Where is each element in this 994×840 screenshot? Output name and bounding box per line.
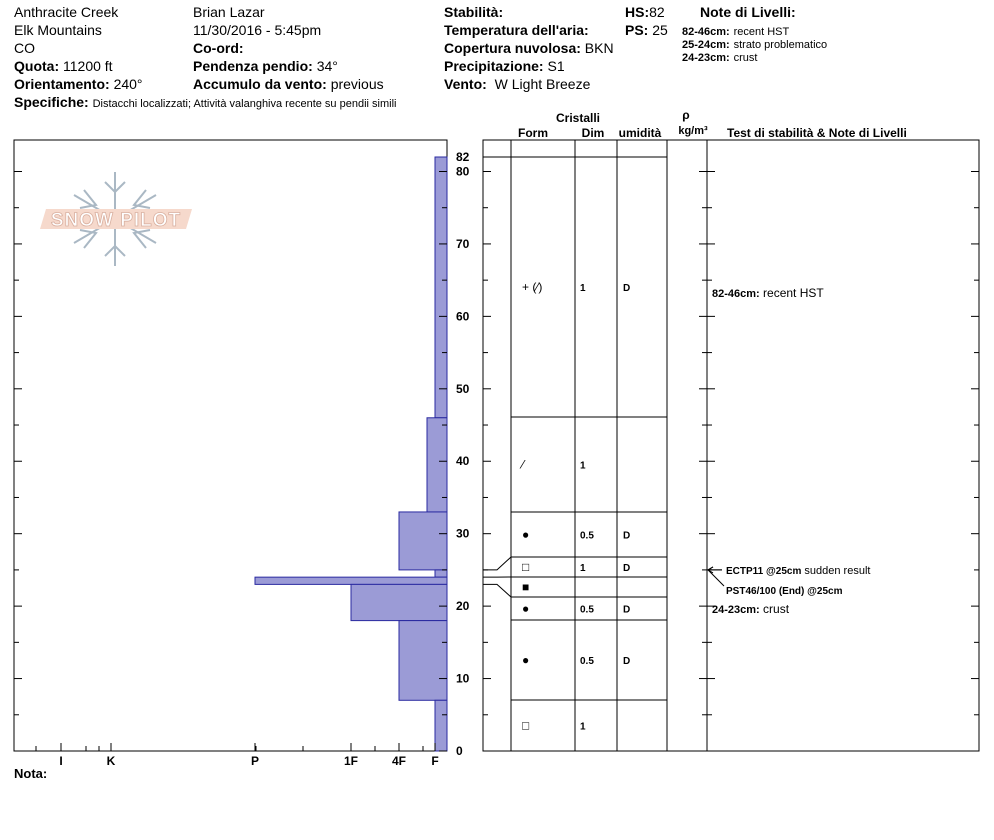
wind-value: W Light Breeze: [494, 76, 591, 92]
plot-layer-note: 82-46cm: recent HST: [712, 286, 824, 300]
layer-note-text: strato problematico: [733, 39, 828, 51]
hardness-tick-label: F: [431, 754, 439, 768]
hardness-tick-label: P: [250, 754, 260, 768]
layer-form: □: [522, 718, 530, 733]
test-arrow-3: [708, 570, 724, 586]
layer-form: ●: [522, 601, 530, 616]
logo-text: SNOW PILOT: [50, 210, 182, 231]
col-tests: Test di stabilità & Note di Livelli: [727, 126, 907, 140]
wind-label: Vento:: [444, 76, 487, 92]
col-form: Form: [518, 126, 548, 140]
hardness-bar: [399, 621, 447, 701]
layer-form: ■: [522, 580, 530, 594]
layer-size: 1: [580, 563, 586, 574]
layer-form: ⁄: [522, 457, 525, 472]
depth-tick-label: 60: [456, 309, 470, 324]
stability-test: PST46/100 (End) @25cm: [726, 586, 843, 597]
precip-label: Precipitazione:: [444, 58, 544, 74]
layer-moisture: D: [623, 283, 631, 294]
hardness-plot-frame: [14, 140, 447, 751]
layer-moisture: D: [623, 604, 631, 616]
hardness-bar: [435, 157, 447, 418]
wind-loading-value: previous: [330, 76, 384, 92]
depth-tick-label: 30: [456, 526, 470, 541]
hardness-tick-label: K: [106, 754, 116, 768]
stability-label: Stabilità:: [444, 4, 504, 20]
col-size: Dim: [581, 126, 605, 140]
depth-tick-label: 20: [456, 599, 470, 614]
col-rho: ρ: [682, 108, 690, 122]
depth-tick-label: 80: [456, 164, 470, 179]
hardness-tick-label: 4F: [391, 754, 407, 768]
layer-note-range: 82-46cm:: [682, 26, 730, 38]
layer-note-range: 25-24cm:: [682, 39, 730, 51]
sky-value: BKN: [584, 40, 614, 56]
stability-test: ECTP11 @25cm sudden result: [726, 565, 871, 577]
layer-connector: [483, 557, 511, 570]
layer-size: 1: [580, 460, 586, 472]
depth-tick-label: 10: [456, 671, 470, 686]
layer-note-range: 24-23cm:: [682, 52, 730, 64]
ps-value: 25: [652, 22, 668, 38]
precip-value: S1: [547, 58, 565, 74]
depth-tick-label: 50: [456, 381, 470, 396]
wind-loading-label: Accumulo da vento:: [193, 76, 327, 92]
aspect-label: Orientamento:: [14, 76, 110, 92]
details-label: Specifiche:: [14, 94, 89, 110]
col-moisture: umidità: [618, 126, 662, 140]
details-value: Distacchi localizzati; Attività valanghiva recente su pendii simili: [92, 98, 397, 110]
layer-form: ●: [522, 653, 530, 667]
slope-value: 34°: [316, 58, 338, 74]
layer-note-text: recent HST: [733, 26, 790, 38]
layer-size: 0.5: [580, 530, 594, 542]
layer-note-text: crust: [733, 52, 758, 64]
layer-notes-title: Note di Livelli:: [700, 4, 796, 20]
hardness-bar: [351, 584, 447, 620]
depth-tick-label: 70: [456, 236, 470, 251]
depth-top-label: 82: [456, 150, 470, 164]
layer-size: 0.5: [580, 656, 594, 667]
observer: Brian Lazar: [193, 4, 265, 20]
layer-moisture: D: [623, 563, 631, 574]
ps-label: PS:: [625, 22, 649, 38]
hardness-tick-label: I: [59, 754, 63, 768]
air-temp-label: Temperatura dell'aria:: [444, 22, 589, 38]
layer-size: 1: [580, 721, 586, 733]
layer-size: 1: [580, 283, 586, 294]
plot-layer-note: 24-23cm: crust: [712, 602, 790, 616]
coord-label: Co-ord:: [193, 40, 244, 56]
sky-label: Copertura nuvolosa:: [444, 40, 581, 56]
depth-tick-label: 0: [456, 744, 463, 758]
note-label: Nota:: [14, 766, 48, 781]
hardness-tick-label: 1F: [343, 754, 359, 768]
aspect-value: 240°: [113, 76, 143, 92]
depth-tick-label: 40: [456, 454, 470, 469]
layer-form: ●: [522, 527, 530, 542]
layer-form: + (⁄): [522, 280, 543, 294]
hs-value: 82: [649, 4, 665, 20]
slope-label: Pendenza pendio:: [193, 58, 313, 74]
snowpilot-logo: [40, 172, 192, 266]
mountain-range: Elk Mountains: [14, 22, 102, 38]
state: CO: [14, 40, 35, 56]
location: Anthracite Creek: [14, 4, 119, 20]
layer-size: 0.5: [580, 604, 594, 616]
layer-form: □: [522, 560, 530, 574]
hardness-bar: [399, 512, 447, 570]
layer-moisture: D: [623, 530, 631, 542]
elevation-value: 11200 ft: [63, 58, 113, 74]
hs-label: HS:: [625, 4, 650, 20]
layer-table-frame: [483, 140, 979, 751]
layer-connector: [483, 584, 511, 597]
col-crystals: Cristalli: [555, 111, 601, 125]
elevation-label: Quota:: [14, 58, 60, 74]
datetime: 11/30/2016 - 5:45pm: [193, 22, 322, 38]
col-density-unit: kg/m³: [678, 125, 708, 137]
layer-moisture: D: [623, 656, 631, 667]
hardness-bar: [435, 570, 447, 577]
hardness-bar: [255, 577, 447, 584]
hardness-bar: [435, 700, 447, 751]
